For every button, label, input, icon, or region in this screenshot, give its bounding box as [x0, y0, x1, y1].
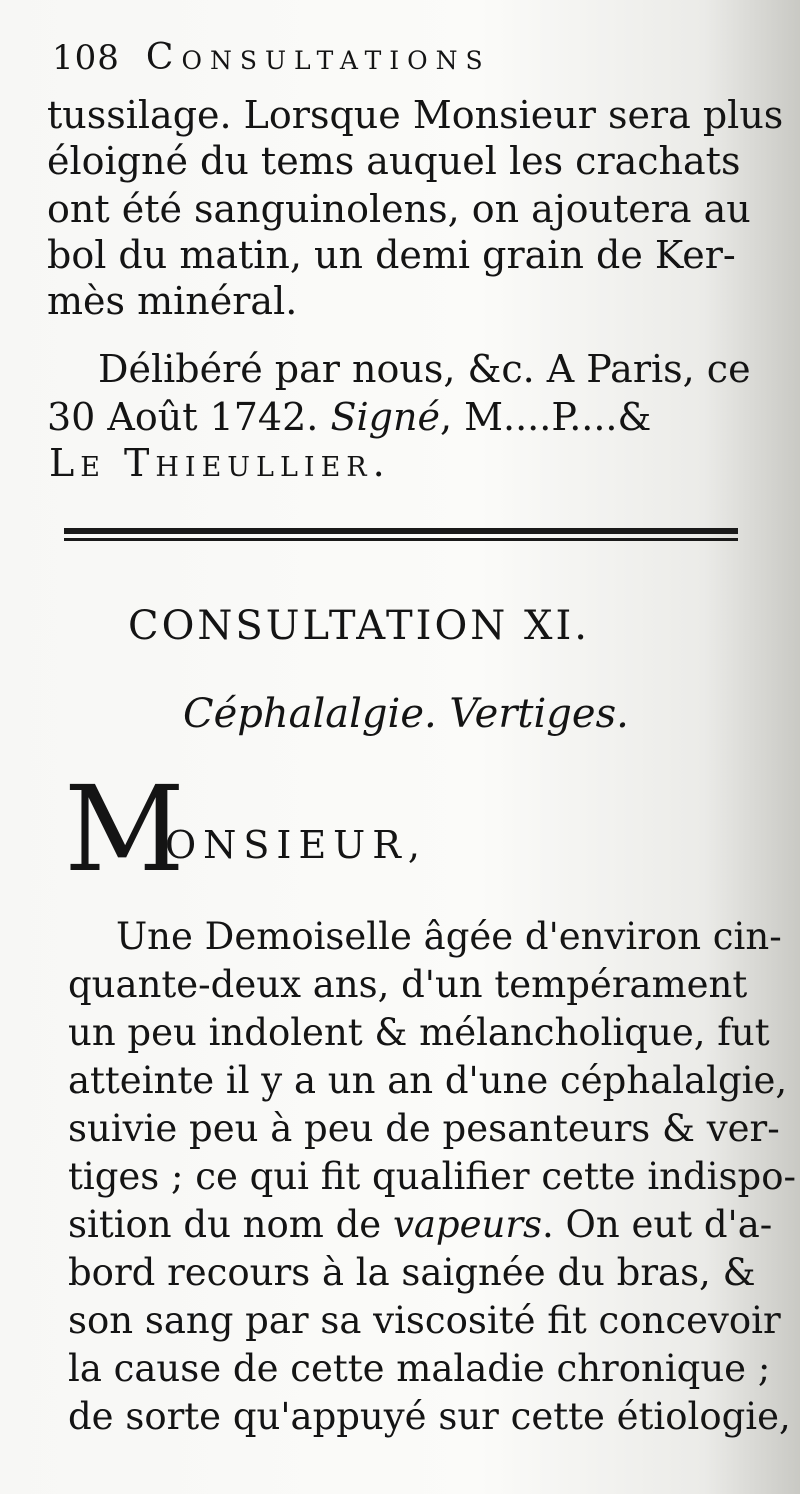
text-line: tussilage. Lorsque Monsieur sera plus — [47, 93, 784, 137]
text-line: quante-deux ans, d'un tempérament — [68, 963, 748, 1006]
section-rule — [64, 528, 738, 534]
text-line: un peu indolent & mélancholique, fut — [68, 1011, 770, 1054]
signoff-date: 30 Août 1742. — [47, 395, 331, 439]
section-rule-thin — [64, 538, 738, 541]
text-line: son sang par sa viscosité fit concevoir — [68, 1299, 781, 1342]
section-subtitle: Céphalalgie. Vertiges. — [183, 691, 629, 737]
text-line: mès minéral. — [47, 279, 298, 323]
text-segment-italic: vapeurs — [392, 1203, 543, 1246]
signoff-signe: Signé — [330, 395, 440, 439]
section-title: CONSULTATION XI. — [128, 603, 590, 649]
text-segment: . On eut d'a- — [542, 1203, 773, 1246]
text-line: tiges ; ce qui fit qualifier cette indispo- — [68, 1155, 796, 1198]
signoff-initials: , M....P....& — [439, 395, 652, 439]
text-line: la cause de cette maladie chronique ; — [68, 1347, 771, 1390]
page-number: 108 — [52, 38, 120, 78]
text-line: bol du matin, un demi grain de Ker- — [47, 233, 736, 277]
text-line — [68, 1203, 773, 1246]
text-line: Une Demoiselle âgée d'environ cin- — [116, 915, 782, 958]
signatory: Le Thieullier. — [49, 441, 391, 485]
text-line: éloigné du tems auquel les crachats — [47, 139, 741, 183]
text-line: bord recours à la saignée du bras, & — [68, 1251, 756, 1294]
running-head — [52, 37, 491, 78]
text-line: ont été sanguinolens, on ajoutera au — [47, 187, 751, 231]
running-title: Consultations — [145, 37, 491, 78]
dropcap: M — [64, 760, 185, 898]
text-line: atteinte il y a un an d'une céphalalgie, — [68, 1059, 788, 1102]
salutation: ONSIEUR, — [165, 823, 427, 867]
signoff-date-line — [47, 395, 652, 439]
signoff-line: Délibéré par nous, &c. A Paris, ce — [98, 347, 751, 391]
text-segment: sition du nom de — [68, 1203, 393, 1246]
text-line: suivie peu à peu de pesanteurs & ver- — [68, 1107, 780, 1150]
text-line: de sorte qu'appuyé sur cette étiologie, — [68, 1395, 791, 1438]
